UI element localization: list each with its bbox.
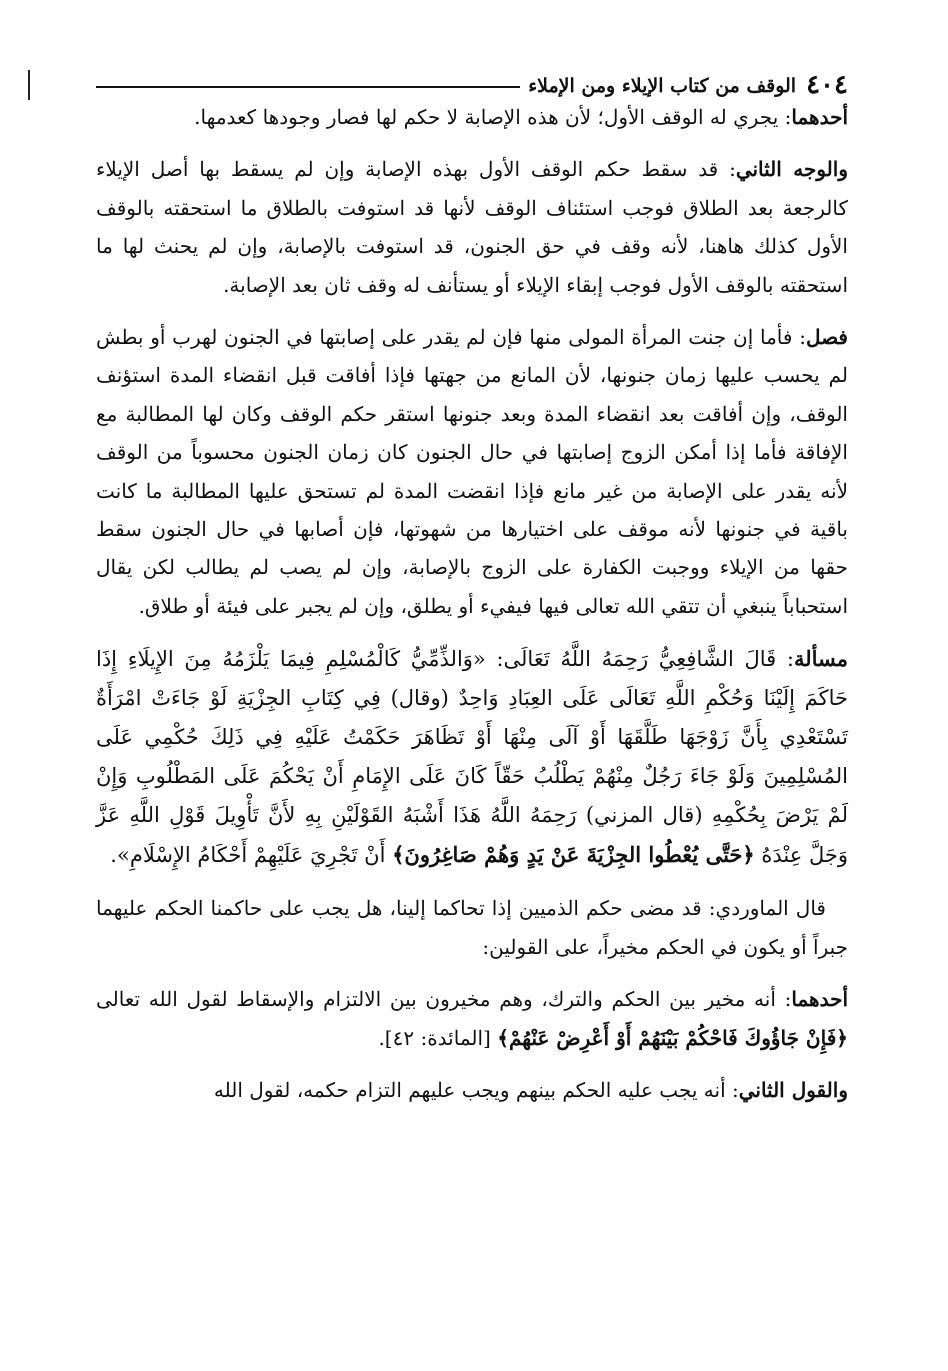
verse-reference: [المائدة: ٤٢]. [378, 1025, 498, 1050]
paragraph-label: أحدهما [791, 987, 848, 1012]
mawardi-paragraph [96, 889, 848, 966]
paragraph-text: : فأما إن جنت المرأة المولى منها فإن لم يقدر على إصابتها في الجنون لهرب أو بطش لم يحسب عليها زمان جنونها، لأن المانع من جهتها فإذا أفاقت قبل انقضاء المدة استؤنف الوقف، وإن أفاقت بعد انقضاء المدة وبعد جنونها استقر حكم الوقف وكان لها المطالبة مع الإفاقة فأما إذا أمكن الزوج إصابتها في حال الجنون كان زمان الجنون محسوباً من الوقف لأنه يقدر على الإصابة من غير مانع فإذا انقضت المدة لم تستحق عليها المطالبة ما كانت باقية في جنونها لأنه موقف على اختيارها من شهوتها، فإن أصابها في حال الجنون سقط حقها من الإيلاء ووجبت الكفارة على الزوج بالإصابة، وإن لم يصب لم يطالب لكن يقال استحباباً ينبغي أن تتقي الله تعالى فيها فيفيء أو يطلق، وإن لم يجبر على فيئة أو طلاق. [96, 325, 848, 618]
masala-outro: أَنْ تَجْرِيَ عَلَيْهِمْ أَحْكَامُ الإِسْلَامِ». [110, 843, 393, 868]
paragraph-text: قال الماوردي: قد مضى حكم الذميين إذا تحاكما إلينا، هل يجب على حاكمنا الحكم عليهما جبراً أو يكون في الحكم مخيراً، على القولين: [96, 896, 848, 959]
paragraph-text: : أنه مخير بين الحكم والترك، وهم مخيرون بين الالتزام والإسقاط لقول الله تعالى [96, 987, 792, 1012]
paragraph-fasl [96, 318, 848, 625]
margin-rule [28, 70, 30, 100]
quran-verse: ﴿حَتَّى يُعْطُوا الجِزْيَةَ عَنْ يَدٍ وَهُمْ صَاغِرُونَ﴾ [392, 842, 755, 868]
quran-verse: ﴿فَإِنْ جَاؤُوكَ فَاحْكُمْ بَيْنَهُمْ أَوْ أَعْرِضْ عَنْهُمْ﴾ [497, 1025, 848, 1050]
book-page [96, 58, 848, 1123]
paragraph-label: فصل [805, 325, 848, 350]
paragraph-label: والوجه الثاني [735, 157, 848, 182]
page-header [96, 58, 848, 98]
paragraph-label: والقول الثاني [738, 1077, 848, 1102]
paragraph-second-view [96, 150, 848, 304]
paragraph-text: : قد سقط حكم الوقف الأول بهذه الإصابة وإن لم يسقط بها أصل الإيلاء كالرجعة بعد الطلاق فوجب استئناف الوقف لأنها قد استوفت بالطلاق ما استحقته بالوقف الأول كذلك هاهنا، لأنه وقف في حق الجنون، قد استوفت بالإصابة، وإن لم يحنث لها ما استحقته بالوقف الأول فوجب إبقاء الإيلاء أو يستأنف له وقف ثان بعد الإصابة. [96, 157, 848, 297]
masala-intro: : قَالَ الشَّافِعِيُّ رَحِمَهُ اللَّهُ تَعَالَى: «وَالذِّمِّيُّ كَالْمُسْلِمِ فِيمَا يَلْزَمُهُ مِنَ الإِيلَاءِ إِذَا حَاكَمَ إِلَيْنَا وَحُكْمِ اللَّهِ تَعَالَى عَلَى العِبَادِ وَاحِدٌ (وقال) فِي كِتَابِ الجِزْيَةِ لَوْ جَاءَتْ امْرَأَةٌ تَسْتَعْدِي بِأَنَّ زَوْجَهَا طَلَّقَهَا أَوْ آلَى مِنْهَا أَوْ تَظَاهَرَ حَكَمْتُ عَلَيْهِ فِي ذَلِكَ حُكْمِي عَلَى المُسْلِمِينَ وَلَوْ جَاءَ رَجُلٌ مِنْهُمْ يَطْلُبُ حَقّاً كَانَ عَلَى الإِمَامِ أَنْ يَحْكُمَ عَلَى المَطْلُوبِ وَإِنْ لَمْ يَرْضَ بِحُكْمِهِ (قال المزني) رَحِمَهُ اللَّهُ هَذَا أَشْبَهُ القَوْلَيْنِ بِهِ لأَنَّ تَأْوِيلَ قَوْلِ اللَّهِ عَزَّ وَجَلَّ عِنْدَهُ [96, 647, 848, 868]
paragraph-first-view [96, 98, 848, 136]
second-opinion-paragraph [96, 1071, 848, 1109]
paragraph-text: : أنه يجب عليه الحكم بينهم ويجب عليهم التزام حكمه، لقول الله [213, 1077, 739, 1102]
header-rule [96, 86, 520, 88]
running-title: الوقف من كتاب الإيلاء ومن الإملاء [528, 75, 797, 98]
paragraph-label: أحدهما [791, 105, 848, 129]
page-number: ٤٠٤ [806, 70, 848, 100]
first-opinion-paragraph [96, 980, 848, 1057]
paragraph-text: : يجري له الوقف الأول؛ لأن هذه الإصابة لا حكم لها فصار وجودها كعدمها. [194, 105, 792, 129]
masala-label: مسألة [793, 646, 848, 672]
masala-quote [96, 639, 848, 875]
